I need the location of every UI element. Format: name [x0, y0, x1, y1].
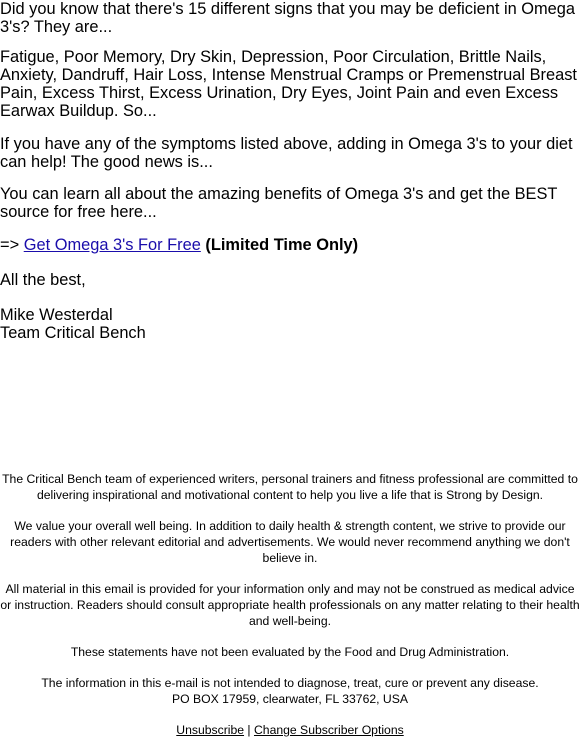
- unsubscribe-link[interactable]: Unsubscribe: [176, 723, 245, 737]
- cta-arrow: =>: [0, 236, 20, 254]
- footer-about: The Critical Bench team of experienced writers, personal trainers and fitness professional are committed to delivering inspirational and motivational content to help you live a life that is Strong by Design.: [2, 472, 578, 502]
- change-subscriber-options-link[interactable]: Change Subscriber Options: [253, 723, 404, 737]
- footer-link-separator: |: [247, 723, 251, 737]
- symptoms-list-paragraph: Fatigue, Poor Memory, Dry Skin, Depression, Poor Circulation, Brittle Nails, Anxiety, Dandruff, Hair Loss, Intense Menstrual Cramps or Premenstrual Breast Pain, Excess Thirst, Excess Urination, Dry Eyes, Joint Pain and even Excess Earwax Buildup. So...: [0, 48, 577, 120]
- get-omega-link[interactable]: Get Omega 3's For Free: [23, 236, 201, 254]
- footer-address: PO BOX 17959, clearwater, FL 33762, USA: [172, 692, 408, 706]
- signature-team: Team Critical Bench: [0, 324, 146, 342]
- cta-note: (Limited Time Only): [205, 236, 359, 254]
- footer-links: [0, 722, 580, 738]
- footer-contact: [0, 675, 580, 707]
- intro-paragraph: Did you know that there's 15 different signs that you may be deficient in Omega 3's? They are...: [0, 0, 576, 36]
- footer-value: We value your overall well being. In addition to daily health & strength content, we strive to provide our readers with other relevant editorial and advertisements. We would never recommend anything we don't believe in.: [10, 519, 570, 565]
- closing-text: All the best,: [0, 271, 86, 289]
- signature-name: Mike Westerdal: [0, 306, 113, 324]
- signature: [0, 306, 580, 342]
- learn-paragraph: You can learn all about the amazing benefits of Omega 3's and get the BEST source for free here...: [0, 185, 558, 221]
- cta-line: [0, 236, 580, 254]
- footer-disclaimer: All material in this email is provided for your information only and may not be construed as medical advice or instruction. Readers should consult appropriate health professionals on any matter relating to their health and well-being.: [0, 582, 580, 628]
- symptoms-help-paragraph: If you have any of the symptoms listed above, adding in Omega 3's to your diet can help! The good news is...: [0, 135, 573, 171]
- footer-fda-statement: These statements have not been evaluated by the Food and Drug Administration.: [70, 645, 510, 659]
- footer-not-intended: The information in this e-mail is not intended to diagnose, treat, cure or prevent any disease.: [41, 676, 539, 690]
